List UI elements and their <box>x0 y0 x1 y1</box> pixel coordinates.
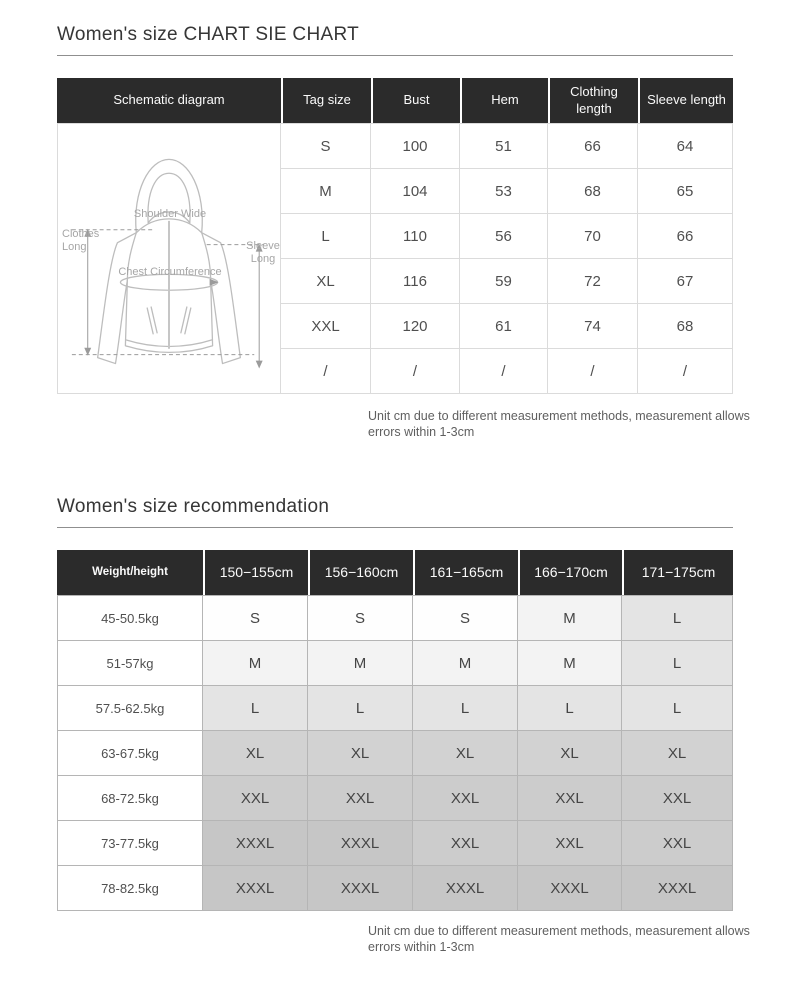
recommended-size-cell: XXXL <box>308 866 413 911</box>
size-chart-title: Women's size CHART SIE CHART <box>57 24 733 56</box>
recommended-size-cell: L <box>622 641 733 686</box>
size-value-cell: 65 <box>638 169 733 214</box>
size-value-cell: 74 <box>548 304 638 349</box>
weight-range-cell: 51-57kg <box>57 641 203 686</box>
table-row <box>57 731 733 776</box>
table-row <box>57 641 733 686</box>
recommended-size-cell: L <box>203 686 308 731</box>
size-column-header: Bust <box>371 78 460 123</box>
recommendation-title: Women's size recommendation <box>57 496 733 528</box>
size-value-cell: 104 <box>371 169 460 214</box>
recommended-size-cell: XXXL <box>518 866 622 911</box>
weight-range-cell: 57.5-62.5kg <box>57 686 203 731</box>
recommended-size-cell: L <box>413 686 518 731</box>
recommended-size-cell: XL <box>622 731 733 776</box>
size-value-cell: 68 <box>548 169 638 214</box>
size-value-cell: / <box>460 349 548 394</box>
recommended-size-cell: M <box>518 641 622 686</box>
size-value-cell: M <box>281 169 371 214</box>
size-value-cell: 120 <box>371 304 460 349</box>
table-row <box>57 686 733 731</box>
size-value-cell: XXL <box>281 304 371 349</box>
recommended-size-cell: L <box>308 686 413 731</box>
size-value-cell: 110 <box>371 214 460 259</box>
recommended-size-cell: M <box>203 641 308 686</box>
size-value-cell: 53 <box>460 169 548 214</box>
diagram-label-shoulder-wide: Shoulder Wide <box>133 208 207 220</box>
size-recommendation-table <box>57 550 733 911</box>
recommended-size-cell: XL <box>203 731 308 776</box>
size-value-cell: 68 <box>638 304 733 349</box>
recommended-size-cell: M <box>413 641 518 686</box>
size-column-header: Sleeve length <box>638 78 733 123</box>
height-range-header: 156−160cm <box>308 550 413 595</box>
size-value-cell: / <box>281 349 371 394</box>
recommended-size-cell: XXL <box>518 821 622 866</box>
recommended-size-cell: XXXL <box>413 866 518 911</box>
recommended-size-cell: XL <box>413 731 518 776</box>
size-column-header: Clothing length <box>548 78 638 123</box>
size-value-cell: 56 <box>460 214 548 259</box>
height-range-header: 150−155cm <box>203 550 308 595</box>
size-value-cell: 100 <box>371 123 460 169</box>
size-value-cell: 59 <box>460 259 548 304</box>
size-value-cell: / <box>371 349 460 394</box>
weight-range-cell: 68-72.5kg <box>57 776 203 821</box>
weight-height-corner-header: Weight/height <box>57 550 203 595</box>
recommended-size-cell: L <box>518 686 622 731</box>
diagram-label-chest-circumference: Chest Circumference <box>118 266 222 278</box>
recommended-size-cell: XXXL <box>203 821 308 866</box>
table-row <box>57 776 733 821</box>
size-chart-header-row <box>57 78 733 123</box>
recommended-size-cell: L <box>622 686 733 731</box>
size-value-cell: 61 <box>460 304 548 349</box>
measurement-note: Unit cm due to different measurement methods, measurement allows errors within 1-3cm <box>368 409 750 439</box>
size-value-cell: 66 <box>638 214 733 259</box>
schematic-diagram-cell <box>57 123 281 394</box>
recommended-size-cell: XXXL <box>308 821 413 866</box>
size-value-cell: 116 <box>371 259 460 304</box>
recommendation-header-row <box>57 550 733 595</box>
size-value-cell: XL <box>281 259 371 304</box>
size-value-cell: / <box>548 349 638 394</box>
height-range-header: 171−175cm <box>622 550 733 595</box>
recommended-size-cell: XXL <box>518 776 622 821</box>
table-row <box>57 866 733 911</box>
size-value-cell: 70 <box>548 214 638 259</box>
table-row <box>57 595 733 641</box>
recommended-size-cell: XXL <box>308 776 413 821</box>
size-value-cell: 66 <box>548 123 638 169</box>
table-row <box>57 821 733 866</box>
size-value-cell: 72 <box>548 259 638 304</box>
height-range-header: 161−165cm <box>413 550 518 595</box>
size-value-cell: / <box>638 349 733 394</box>
diagram-label-sleeve-long: Sleeve Long <box>246 240 280 265</box>
weight-range-cell: 63-67.5kg <box>57 731 203 776</box>
size-value-cell: S <box>281 123 371 169</box>
size-value-cell: L <box>281 214 371 259</box>
size-column-header: Hem <box>460 78 548 123</box>
weight-range-cell: 73-77.5kg <box>57 821 203 866</box>
recommended-size-cell: XXXL <box>203 866 308 911</box>
table-row <box>57 123 733 169</box>
recommended-size-cell: XXL <box>203 776 308 821</box>
measurement-note: Unit cm due to different measurement methods, measurement allows errors within 1-3cm <box>368 924 750 954</box>
recommended-size-cell: XXL <box>622 821 733 866</box>
size-value-cell: 51 <box>460 123 548 169</box>
recommended-size-cell: XL <box>308 731 413 776</box>
recommended-size-cell: M <box>518 595 622 641</box>
recommended-size-cell: L <box>622 595 733 641</box>
recommended-size-cell: XXL <box>413 821 518 866</box>
size-chart-table <box>57 78 733 394</box>
diagram-label-clothes-long: Clothes Long <box>62 228 100 253</box>
recommended-size-cell: S <box>203 595 308 641</box>
recommended-size-cell: XXXL <box>622 866 733 911</box>
weight-range-cell: 45-50.5kg <box>57 595 203 641</box>
recommended-size-cell: S <box>413 595 518 641</box>
size-value-cell: 64 <box>638 123 733 169</box>
recommended-size-cell: M <box>308 641 413 686</box>
size-column-header: Tag size <box>281 78 371 123</box>
recommended-size-cell: XL <box>518 731 622 776</box>
jacket-diagram <box>58 124 280 393</box>
size-column-header: Schematic diagram <box>57 78 281 123</box>
weight-range-cell: 78-82.5kg <box>57 866 203 911</box>
recommended-size-cell: XXL <box>622 776 733 821</box>
size-chart-page <box>57 24 750 955</box>
size-value-cell: 67 <box>638 259 733 304</box>
recommended-size-cell: S <box>308 595 413 641</box>
recommended-size-cell: XXL <box>413 776 518 821</box>
height-range-header: 166−170cm <box>518 550 622 595</box>
